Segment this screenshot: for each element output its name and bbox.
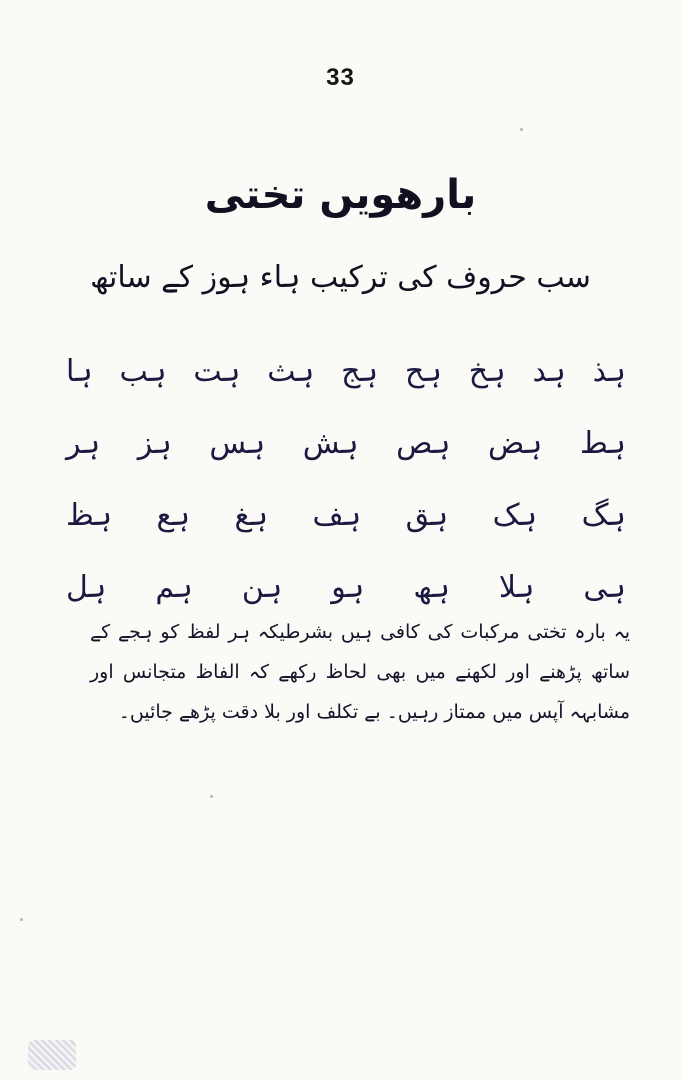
letter-combination: ہس	[209, 425, 266, 461]
letter-combination: ہغ	[234, 497, 269, 533]
letter-combination: ہد	[532, 353, 566, 389]
combination-row-2	[66, 407, 626, 479]
scan-speck	[210, 795, 213, 798]
letter-combination: ہص	[396, 425, 451, 461]
letter-combination: ہز	[137, 425, 172, 461]
lesson-subheading: سب حروف کی ترکیب ہاء ہوز کے ساتھ	[90, 260, 591, 295]
letter-combination: ہک	[492, 497, 538, 533]
letter-combination: ہم	[155, 569, 193, 605]
letter-combination: ہلا	[498, 569, 535, 605]
letter-combination: ہش	[302, 425, 359, 461]
letter-combination: ہع	[156, 497, 191, 533]
combination-row-1	[66, 335, 626, 407]
letter-combination: ہظ	[66, 497, 113, 533]
letter-combination: ہض	[488, 425, 543, 461]
instruction-paragraph: یہ بارہ تختی مرکبات کی کافی ہیں بشرطیکہ ہر لفظ کو ہجے کے ساتھ پڑھنے اور لکھنے میں بھی لحاظ رکھے کہ الفاظ متجانس اور مشابہہ آپس میں ممتاز رہیں۔ بے تکلف اور بلا دقت پڑھے جائیں۔	[90, 621, 630, 723]
combination-row-3	[66, 479, 626, 551]
letter-combination: ہو	[331, 569, 365, 605]
page-number: 33	[326, 64, 355, 91]
letter-combination: ہذ	[592, 353, 626, 389]
letter-combination: ہق	[405, 497, 449, 533]
letter-combination: ہن	[241, 569, 283, 605]
letter-combination: ہگ	[581, 497, 626, 533]
letter-combination: ہی	[583, 569, 626, 605]
letter-combination: ہر	[66, 425, 101, 461]
letter-combination: ہث	[267, 353, 315, 389]
letter-combination-grid	[66, 335, 626, 623]
letter-combination: ہل	[66, 569, 107, 605]
letter-combination: ہھ	[413, 569, 450, 605]
lesson-heading: بارھویں تختی	[204, 172, 477, 218]
letter-combination: ہب	[119, 353, 167, 389]
scan-speck	[20, 918, 23, 921]
letter-combination: ہف	[312, 497, 362, 533]
scan-smudge	[28, 1040, 76, 1070]
letter-combination: ہح	[404, 353, 442, 389]
letter-combination: ہخ	[468, 353, 506, 389]
letter-combination: ہط	[579, 425, 626, 461]
letter-combination: ہت	[193, 353, 241, 389]
letter-combination: ہج	[341, 353, 379, 389]
letter-combination: ہا	[66, 353, 93, 389]
scan-speck	[520, 128, 523, 131]
